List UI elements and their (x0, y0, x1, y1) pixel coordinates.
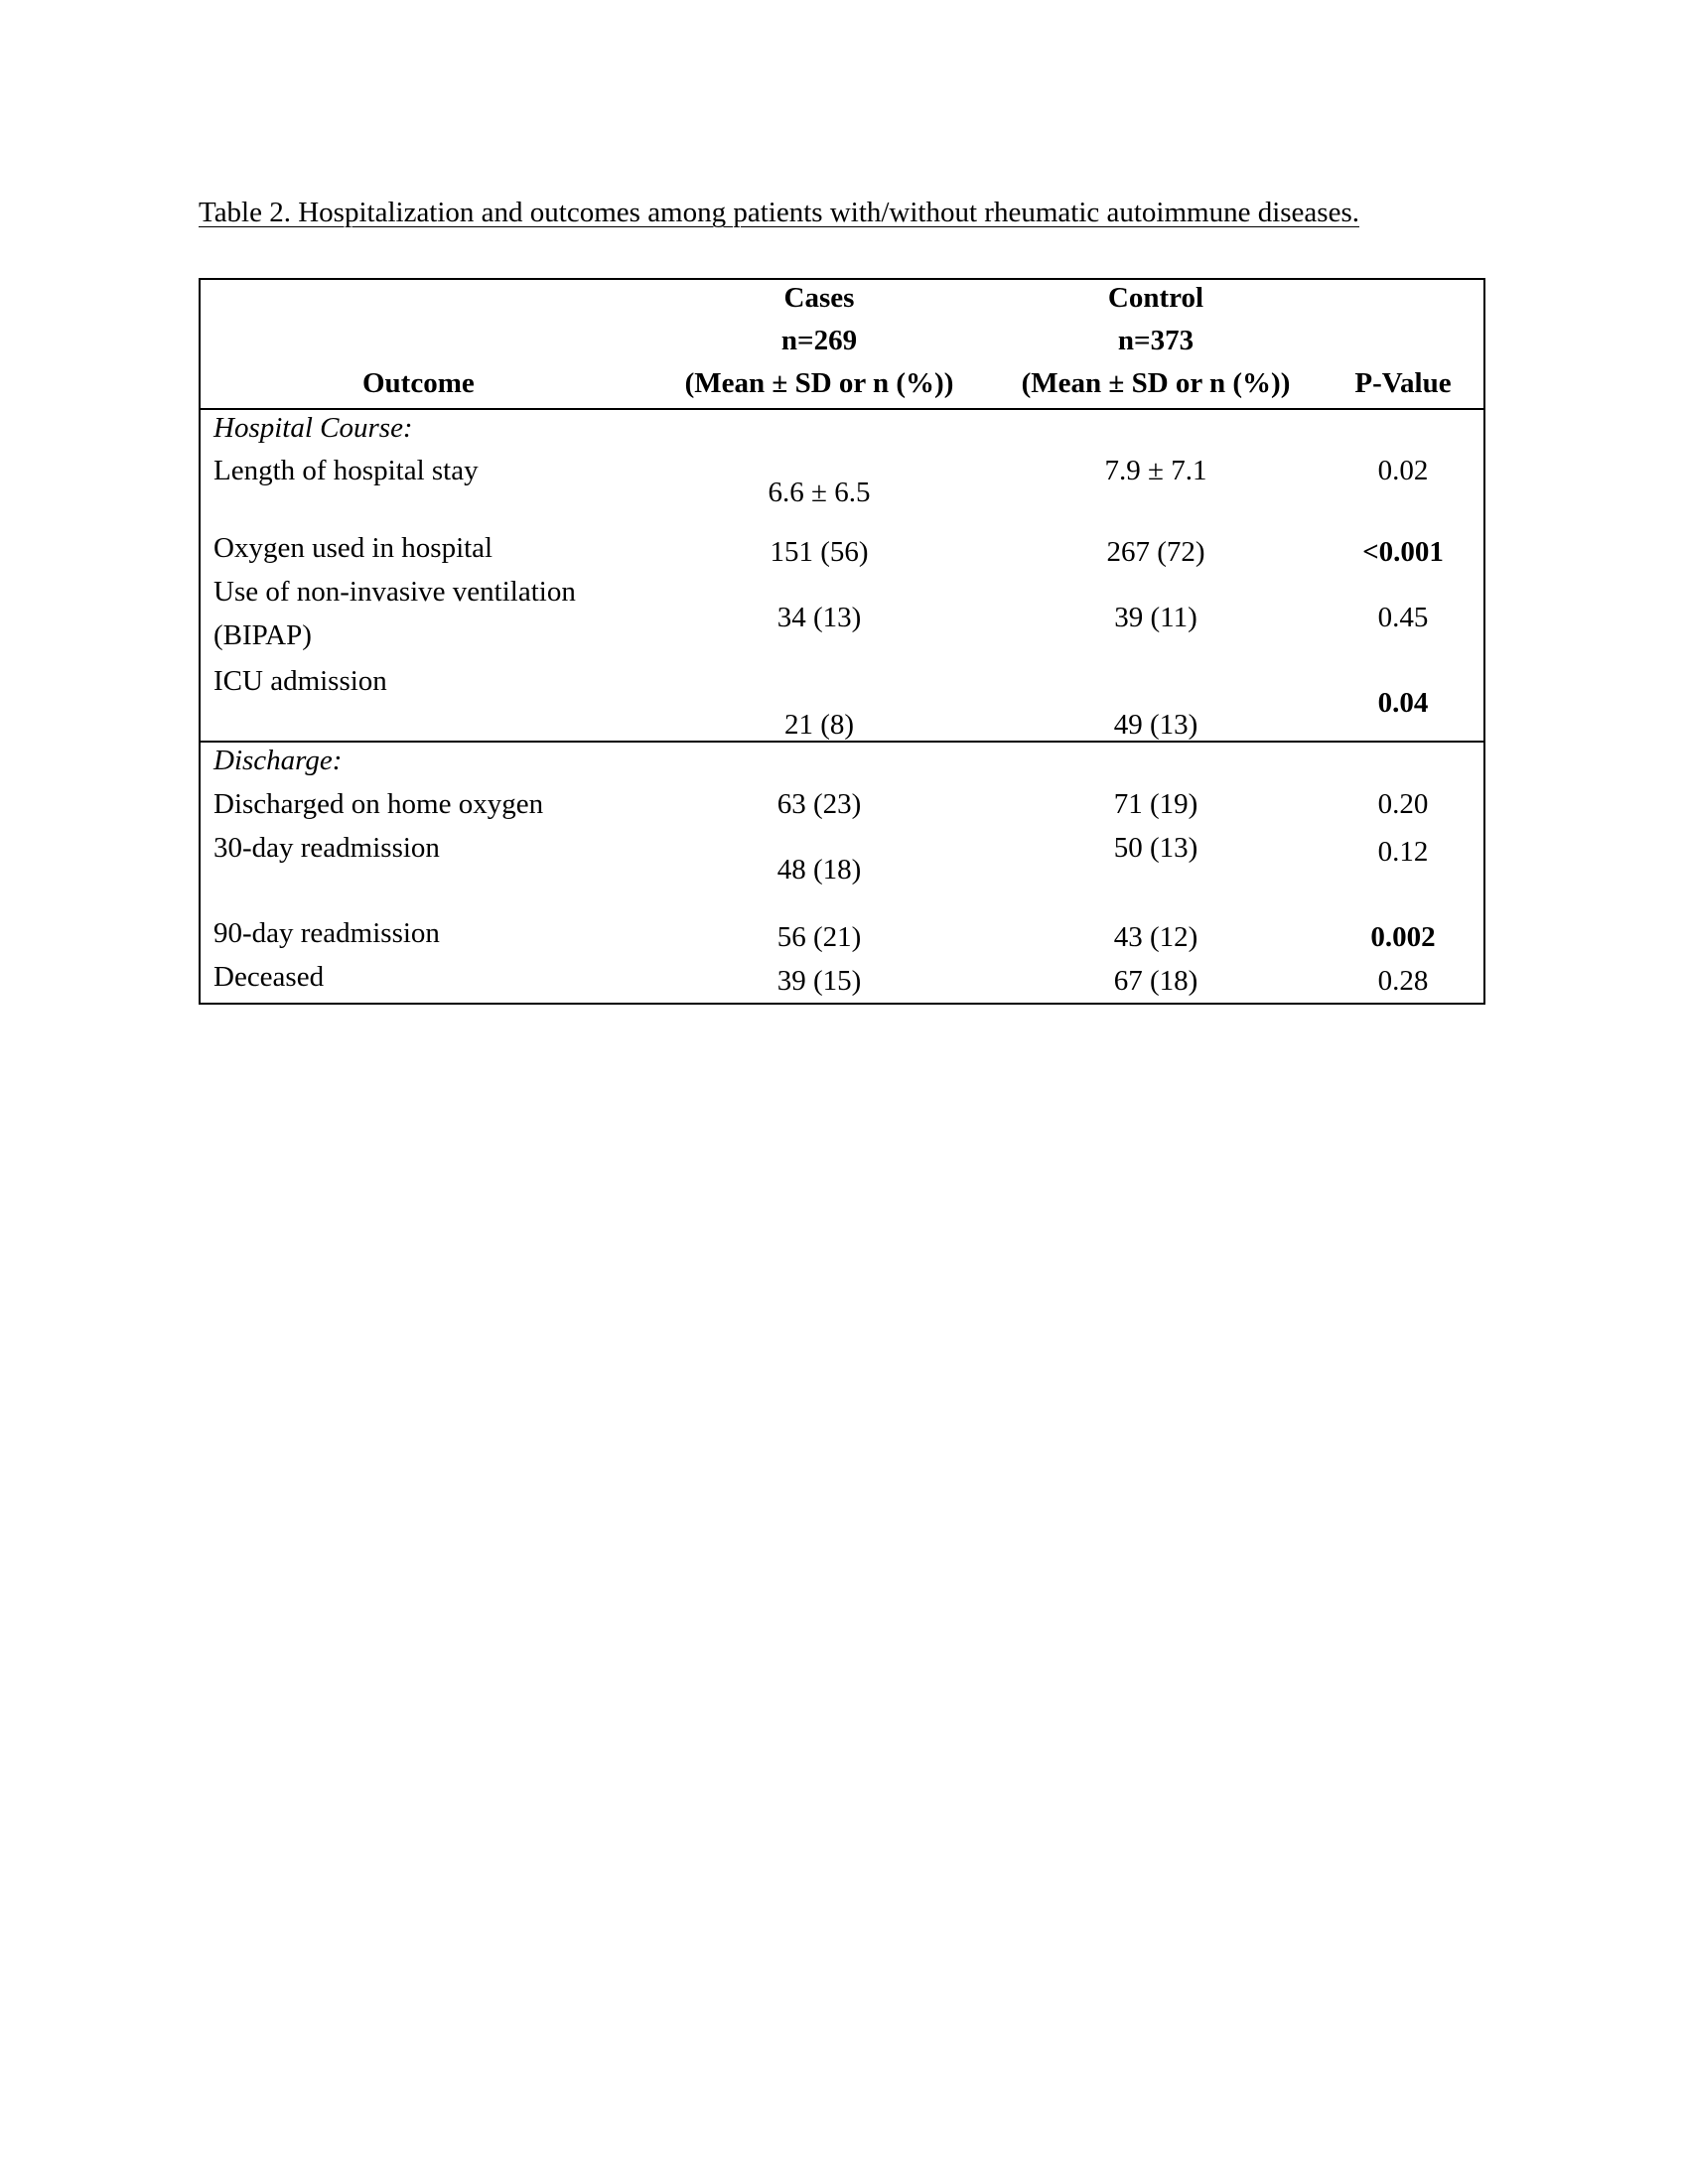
cell-p-30day: 0.12 (1377, 836, 1429, 868)
row-label-deceased: Deceased (213, 961, 325, 993)
cell-cases-icu: 21 (8) (783, 709, 855, 741)
cell-control-30day: 50 (13) (1113, 832, 1198, 864)
cell-cases-length-of-stay: 6.6 ± 6.5 (768, 477, 871, 508)
cell-control-icu: 49 (13) (1113, 709, 1198, 741)
row-label-length-of-stay: Length of hospital stay (213, 455, 479, 486)
section-discharge: Discharge: (213, 745, 343, 776)
header-pvalue: P-Value (1354, 367, 1452, 399)
cell-control-deceased: 67 (18) (1113, 965, 1198, 997)
cell-control-oxygen: 267 (72) (1106, 536, 1205, 568)
cell-control-niv: 39 (11) (1114, 602, 1197, 633)
cell-p-icu: 0.04 (1377, 687, 1429, 719)
cell-cases-30day: 48 (18) (776, 854, 862, 886)
cell-control-home-oxygen: 71 (19) (1113, 788, 1198, 820)
header-cases-title: Cases (783, 282, 855, 314)
header-cases-stat: (Mean ± SD or n (%)) (684, 367, 954, 399)
cell-p-niv: 0.45 (1377, 602, 1429, 633)
header-cases-n: n=269 (780, 325, 858, 356)
header-outcome: Outcome (362, 367, 475, 399)
cell-cases-home-oxygen: 63 (23) (776, 788, 862, 820)
row-label-icu: ICU admission (213, 665, 387, 697)
header-control-stat: (Mean ± SD or n (%)) (1021, 367, 1291, 399)
cell-control-length-of-stay: 7.9 ± 7.1 (1104, 455, 1207, 486)
header-control-n: n=373 (1117, 325, 1195, 356)
cell-cases-90day: 56 (21) (776, 921, 862, 953)
row-label-90day: 90-day readmission (213, 917, 440, 949)
cell-cases-niv: 34 (13) (776, 602, 862, 633)
table-caption: Table 2. Hospitalization and outcomes among patients with/without rheumatic autoimmune diseases. (199, 197, 1359, 228)
cell-cases-oxygen: 151 (56) (770, 536, 869, 568)
cell-cases-deceased: 39 (15) (776, 965, 862, 997)
cell-p-90day: 0.002 (1370, 921, 1436, 953)
row-label-niv: Use of non-invasive ventilation (213, 576, 576, 608)
cell-p-deceased: 0.28 (1377, 965, 1429, 997)
cell-p-home-oxygen: 0.20 (1377, 788, 1429, 820)
cell-control-90day: 43 (12) (1113, 921, 1198, 953)
row-label-home-oxygen: Discharged on home oxygen (213, 788, 544, 820)
row-label-30day: 30-day readmission (213, 832, 440, 864)
cell-p-oxygen: <0.001 (1362, 536, 1444, 568)
header-control-title: Control (1107, 282, 1204, 314)
cell-p-length-of-stay: 0.02 (1377, 455, 1429, 486)
row-label-niv-line2: (BIPAP) (213, 619, 312, 651)
row-label-oxygen: Oxygen used in hospital (213, 532, 493, 564)
section-hospital-course: Hospital Course: (213, 412, 413, 444)
